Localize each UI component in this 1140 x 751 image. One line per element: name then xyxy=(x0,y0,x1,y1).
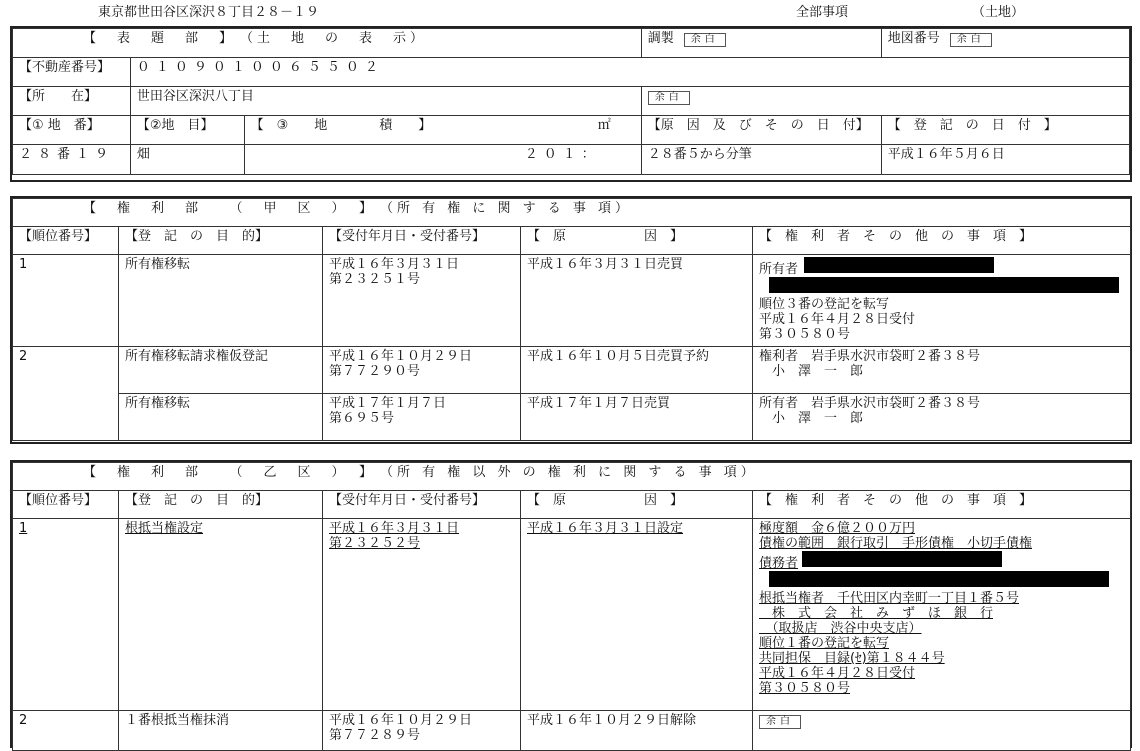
col-chimoku: 【②地 目】 xyxy=(130,116,244,145)
kou-r2-date: 平成１６年１０月２９日 xyxy=(329,349,473,364)
kou-r2-reception xyxy=(323,347,521,394)
chizu-label: 地図番号 xyxy=(887,31,940,46)
otsu-section xyxy=(10,460,1132,748)
otsu-r1-cause: 平成１６年３月３１日設定 xyxy=(521,519,753,711)
row-chiban: ２８番１９ xyxy=(13,145,131,175)
kou-r3-holder: 所有者 岩手県水沢市袋町２番３８号 xyxy=(759,396,981,411)
otsu-r1-l4: 根抵当権者 千代田区内幸町一丁目１番５号 xyxy=(759,591,1020,606)
otsu-head-rank: 【順位番号】 xyxy=(13,491,119,519)
otsu-table xyxy=(12,462,1131,751)
shozai-yohaku-cell xyxy=(641,87,1129,116)
kou-title: 【 権 利 部 （ 甲 区 ） 】 （所 有 権 に 関 す る 事 項） xyxy=(13,199,1131,227)
kou-r1-note2: 平成１６年４月２８日受付 xyxy=(759,312,916,327)
row-toki: 平成１６年５月６日 xyxy=(881,145,1129,175)
kou-r1-no: 第２３２５１号 xyxy=(329,272,421,287)
otsu-r1-reception xyxy=(323,519,521,711)
otsu-r2-holder xyxy=(753,711,1131,751)
kou-row-2 xyxy=(13,347,1131,394)
otsu-r2-no: 第７７２８９号 xyxy=(329,728,421,743)
otsu-row-1 xyxy=(13,519,1131,711)
kou-r2-num: 2 xyxy=(13,347,119,441)
document-header xyxy=(0,0,1140,20)
otsu-r2-cause: 平成１６年１０月２９日解除 xyxy=(521,711,753,751)
chosei-cell xyxy=(641,29,881,58)
row-chiseki: ２０１： xyxy=(244,145,641,175)
otsu-r1-l2: 債権の範囲 銀行取引 手形債権 小切手債権 xyxy=(759,536,1033,551)
shozai-value: 世田谷区深沢八丁目 xyxy=(130,87,641,116)
hyodai-title: 【 表 題 部 】 （土 地 の 表 示） xyxy=(13,29,642,58)
kou-r1-reception xyxy=(323,255,521,347)
otsu-r1-purpose: 根抵当権設定 xyxy=(119,519,323,711)
kou-r2-name: 小 澤 一 郎 xyxy=(759,364,864,379)
col-chiseki xyxy=(244,116,641,145)
chizu-cell xyxy=(881,29,1129,58)
redaction-bar xyxy=(804,257,994,273)
row-genin: ２８番５から分筆 xyxy=(641,145,881,175)
otsu-r2-purpose: １番根抵当権抹消 xyxy=(119,711,323,751)
col-chiseki-label: 【 ③ 地 積 】 xyxy=(250,118,432,133)
fudosan-label: 【不動産番号】 xyxy=(13,58,131,87)
otsu-r1-num: 1 xyxy=(13,519,119,711)
kou-r1-holder xyxy=(753,255,1131,347)
kou-row-3 xyxy=(13,394,1131,441)
record-type: 全部事項 xyxy=(796,5,849,20)
kou-r2-holder-cell xyxy=(753,347,1131,394)
otsu-head-cause: 【 原 因 】 xyxy=(521,491,753,519)
kou-r1-note1: 順位３番の登記を転写 xyxy=(759,297,890,312)
col-chiban: 【① 地 番】 xyxy=(13,116,131,145)
kou-head-holder: 【 権 利 者 そ の 他 の 事 項 】 xyxy=(753,227,1131,255)
kou-r3-reception xyxy=(323,394,521,441)
otsu-r2-reception xyxy=(323,711,521,751)
property-address: 東京都世田谷区深沢８丁目２８－１９ xyxy=(98,5,320,20)
kou-r2-no: 第７７２９０号 xyxy=(329,364,421,379)
otsu-head-date: 【受付年月日・受付番号】 xyxy=(323,491,521,519)
kou-head-purpose: 【登 記 の 目 的】 xyxy=(119,227,323,255)
otsu-r1-l3: 債務者 xyxy=(759,556,799,571)
otsu-r1-l9: 平成１６年４月２８日受付 xyxy=(759,666,916,681)
otsu-r2-num: 2 xyxy=(13,711,119,751)
otsu-r1-l7: 順位１番の登記を転写 xyxy=(759,636,890,651)
kou-r3-name: 小 澤 一 郎 xyxy=(759,411,864,426)
otsu-r1-l8: 共同担保 目録(ｾ)第１８４４号 xyxy=(759,651,945,666)
otsu-head-holder: 【 権 利 者 そ の 他 の 事 項 】 xyxy=(753,491,1131,519)
hyodai-table xyxy=(12,28,1130,175)
col-genin: 【原 因 及 び そ の 日 付】 xyxy=(641,116,881,145)
kou-r3-cause: 平成１７年１月７日売買 xyxy=(521,394,753,441)
kou-table xyxy=(12,198,1131,441)
kou-head-date: 【受付年月日・受付番号】 xyxy=(323,227,521,255)
otsu-r1-l6: （取扱店 渋谷中央支店） xyxy=(759,621,922,636)
kou-r3-holder-cell xyxy=(753,394,1131,441)
kou-r3-date: 平成１７年１月７日 xyxy=(329,396,447,411)
fudosan-value: ０１０９０１００６５５０２ xyxy=(130,58,1129,87)
kou-r2-cause: 平成１６年１０月５日売買予約 xyxy=(521,347,753,394)
otsu-r1-l10: 第３０５８０号 xyxy=(759,681,851,696)
redaction-bar xyxy=(769,277,1119,293)
kou-r2-holder: 権利者 岩手県水沢市袋町２番３８号 xyxy=(759,349,981,364)
otsu-head-purpose: 【登 記 の 目 的】 xyxy=(119,491,323,519)
kou-r2-purpose: 所有権移転請求権仮登記 xyxy=(119,347,323,394)
property-kind: （土地） xyxy=(972,5,1025,20)
kou-section xyxy=(10,196,1132,444)
otsu-r1-date: 平成１６年３月３１日 xyxy=(329,521,460,536)
kou-r1-owner-label: 所有者 xyxy=(759,262,799,277)
otsu-r1-holder xyxy=(753,519,1131,711)
otsu-r2-date: 平成１６年１０月２９日 xyxy=(329,713,473,728)
chosei-label: 調製 xyxy=(647,31,674,46)
otsu-r1-no: 第２３２５２号 xyxy=(329,536,421,551)
col-chiseki-unit: ㎡ xyxy=(597,118,611,133)
kou-r3-purpose: 所有権移転 xyxy=(119,394,323,441)
kou-r1-purpose: 所有権移転 xyxy=(119,255,323,347)
kou-r1-note3: 第３０５８０号 xyxy=(759,327,851,342)
chizu-yohaku: 余白 xyxy=(950,33,992,47)
chosei-yohaku: 余白 xyxy=(684,33,726,47)
otsu-r1-l5: 株 式 会 社 み ず ほ 銀 行 xyxy=(759,606,994,621)
otsu-r1-l1: 極度額 金６億２００万円 xyxy=(759,521,916,536)
otsu-title: 【 権 利 部 （ 乙 区 ） 】 （所 有 権 以 外 の 権 利 に 関 す る 事 項） xyxy=(13,463,1131,491)
kou-r1-num: 1 xyxy=(13,255,119,347)
kou-row-1 xyxy=(13,255,1131,347)
hyodai-section xyxy=(10,26,1132,182)
otsu-r2-yohaku: 余白 xyxy=(759,715,801,729)
kou-head-rank: 【順位番号】 xyxy=(13,227,119,255)
shozai-label: 【所 在】 xyxy=(13,87,131,116)
kou-r1-date: 平成１６年３月３１日 xyxy=(329,257,460,272)
kou-r3-no: 第６９５号 xyxy=(329,411,395,426)
row-chimoku: 畑 xyxy=(130,145,244,175)
redaction-bar xyxy=(769,571,1109,587)
kou-r1-cause: 平成１６年３月３１日売買 xyxy=(521,255,753,347)
otsu-row-2 xyxy=(13,711,1131,751)
redaction-bar xyxy=(802,551,1002,567)
kou-head-cause: 【 原 因 】 xyxy=(521,227,753,255)
shozai-yohaku: 余白 xyxy=(648,91,690,105)
col-toki: 【 登 記 の 日 付 】 xyxy=(881,116,1129,145)
